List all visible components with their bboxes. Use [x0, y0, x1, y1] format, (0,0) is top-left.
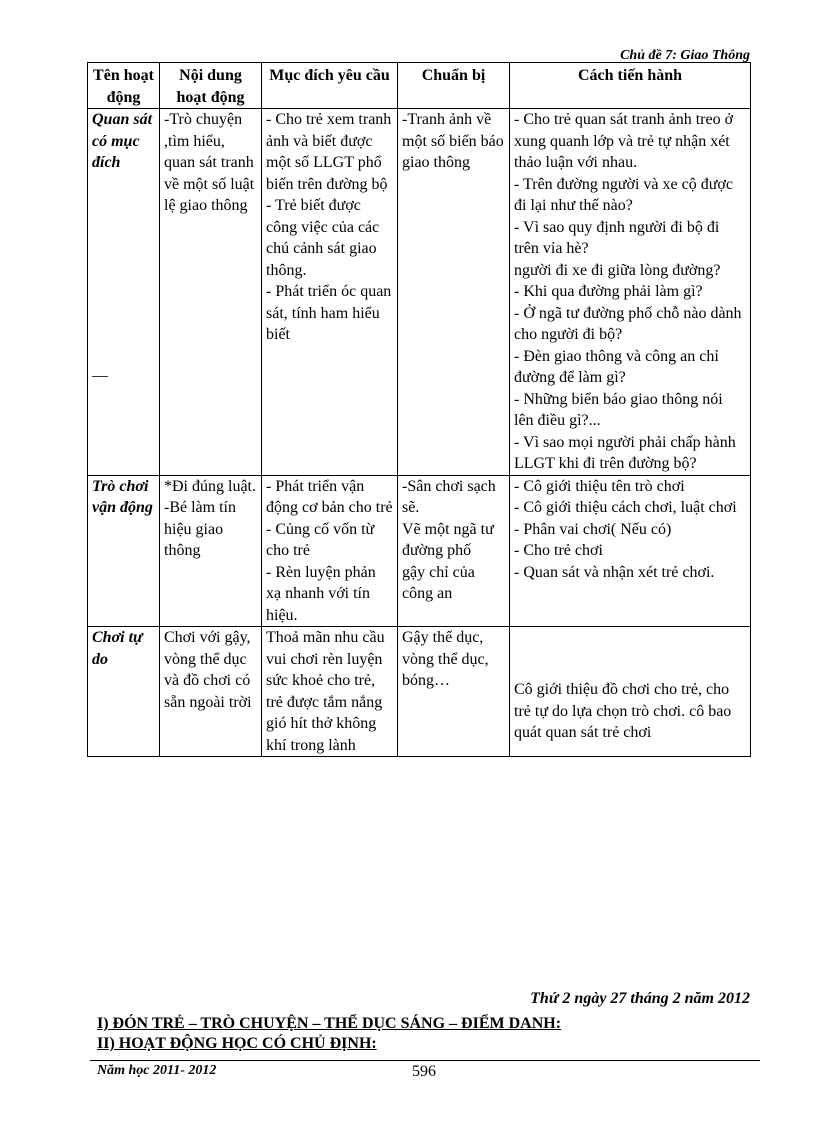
activity-name-cell	[88, 109, 160, 476]
step-item: - Cho trẻ chơi	[514, 542, 603, 559]
step-item: - Vì sao quy định người đi bộ đi trên vỉa hè?	[514, 218, 720, 257]
header-purpose: Mục đích yêu cầu	[262, 63, 398, 109]
purpose-item: - Trẻ biết được công việc của các chú cảnh sát giao thông.	[266, 197, 380, 279]
purpose-cell	[262, 627, 398, 757]
header-preparation: Chuẩn bị	[398, 63, 510, 109]
prep-cell	[398, 627, 510, 757]
step-item: Cô giới thiệu đồ chơi cho trẻ, cho trẻ tự do lựa chọn trò chơi. cô bao quát quan sát trẻ chơi	[514, 681, 732, 741]
purpose-item: Thoả mãn nhu cầu vui chơi rèn luyện sức khoẻ cho trẻ, trẻ được tắm nắng gió hít thở không khí trong lành	[266, 629, 385, 754]
section-heading-1: I) ĐÓN TRẺ – TRÒ CHUYỆN – THỂ DỤC SÁNG – ĐIỂM DANH:	[97, 1015, 562, 1032]
purpose-item: - Phát triển óc quan sát, tính ham hiểu biết	[266, 283, 392, 343]
purpose-item: - Củng cố vốn từ cho trẻ	[266, 520, 375, 559]
step-item: - Đèn giao thông và công an chỉ đường để làm gì?	[514, 347, 719, 386]
purpose-item: - Phát triển vận động cơ bản cho trẻ	[266, 477, 393, 516]
step-item: - Trên đường người và xe cộ được đi lại như thế nào?	[514, 175, 733, 214]
header-procedure: Cách tiến hành	[510, 63, 751, 109]
footer-divider	[90, 1060, 760, 1061]
content-item: *Đi đúng luật.	[164, 477, 256, 495]
prep-item: Vẽ một ngã tư đường phố	[402, 520, 494, 559]
purpose-cell	[262, 109, 398, 476]
purpose-item: - Rèn luyện phản xạ nhanh với tín hiệu.	[266, 563, 376, 624]
table-row	[88, 109, 751, 476]
table-header-row	[88, 63, 751, 109]
prep-item: -Sân chơi sạch sẽ.	[402, 477, 496, 516]
content-item: -Bé làm tín hiệu giao thông	[164, 499, 236, 559]
header-activity-content: Nội dung hoạt động	[160, 63, 262, 109]
step-item: - Khi qua đường phải làm gì?	[514, 283, 703, 300]
steps-cell	[510, 109, 751, 476]
activity-content-cell	[160, 475, 262, 627]
step-item: - Quan sát và nhận xét trẻ chơi.	[514, 563, 715, 581]
activity-content: Chơi với gậy, vòng thể dục và đồ chơi có sẵn ngoài trời	[160, 627, 262, 757]
date-line: Thứ 2 ngày 27 tháng 2 năm 2012	[530, 990, 750, 1007]
footer-school-year: Năm học 2011- 2012	[97, 1063, 217, 1078]
activity-name: Chơi tự do	[88, 627, 160, 757]
prep-cell	[398, 109, 510, 476]
prep-item: gậy chỉ của công an	[402, 563, 475, 602]
step-item: - Cô giới thiệu cách chơi, luật chơi	[514, 499, 737, 516]
page-number: 596	[412, 1063, 436, 1080]
table-row	[88, 627, 751, 757]
activity-name: Trò chơi vận động	[88, 475, 160, 627]
section-heading-2: II) HOẠT ĐỘNG HỌC CÓ CHỦ ĐỊNH:	[97, 1035, 377, 1052]
activity-content: -Trò chuyện ,tìm hiểu, quan sát tranh về một số luật lệ giao thông	[160, 109, 262, 476]
steps-cell	[510, 627, 751, 757]
purpose-cell	[262, 475, 398, 627]
step-item: - Cho trẻ quan sát tranh ảnh treo ở xung quanh lớp và trẻ tự nhận xét thảo luận với nhau.	[514, 111, 734, 171]
prep-cell	[398, 475, 510, 627]
table-row	[88, 475, 751, 627]
activity-name: Quan sát có mục đích	[92, 111, 153, 171]
step-item: - Ở ngã tư đường phố chỗ nào dành cho người đi bộ?	[514, 304, 742, 343]
step-item: - Cô giới thiệu tên trò chơi	[514, 477, 685, 495]
steps-cell	[510, 475, 751, 627]
purpose-item: - Cho trẻ xem tranh ảnh và biết được một số LLGT phổ biến trên đường bộ	[266, 111, 392, 193]
dash-mark: __	[92, 361, 108, 379]
activity-table	[87, 62, 751, 757]
step-item: - Những biển báo giao thông nói lên điều gì?...	[514, 390, 723, 429]
step-item: - Vì sao mọi người phải chấp hành LLGT khi đi trên đường bộ?	[514, 433, 736, 472]
step-item: - Phân vai chơi( Nếu có)	[514, 520, 672, 538]
header-topic: Chủ đề 7: Giao Thông	[620, 48, 750, 63]
step-item: người đi xe đi giữa lòng đường?	[514, 261, 721, 279]
prep-item: -Tranh ảnh về một số biển báo giao thông	[402, 111, 504, 171]
header-activity-name: Tên hoạt động	[88, 63, 160, 109]
prep-item: Gậy thể dục, vòng thể dục, bóng…	[402, 629, 489, 689]
